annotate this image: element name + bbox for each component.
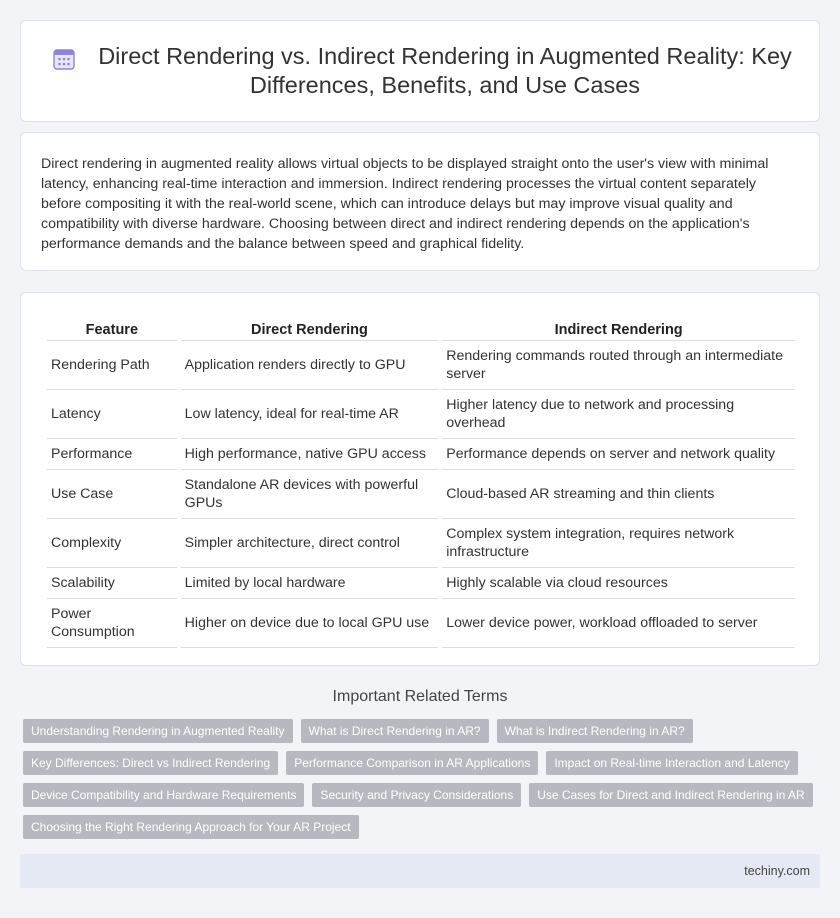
intro-card [20,132,820,271]
cell-feature: Power Consumption [47,599,177,648]
cell-direct: Application renders directly to GPU [181,341,439,390]
cell-feature: Rendering Path [47,341,177,390]
cell-feature: Latency [47,390,177,439]
tag-row [23,815,803,839]
table-row [47,568,795,599]
table-row [47,599,795,648]
related-term-tag[interactable]: Understanding Rendering in Augmented Reality [23,719,293,743]
related-term-tag[interactable]: Impact on Real-time Interaction and Latency [546,751,797,775]
related-term-tag[interactable]: Device Compatibility and Hardware Requirements [23,783,304,807]
related-term-tag[interactable]: Use Cases for Direct and Indirect Rendering in AR [529,783,812,807]
cell-feature: Performance [47,439,177,470]
cell-direct: High performance, native GPU access [181,439,439,470]
related-term-tag[interactable]: Security and Privacy Considerations [312,783,521,807]
tag-row [23,751,803,775]
table-header-row [47,315,795,341]
tag-row [23,719,803,743]
cell-indirect: Lower device power, workload offloaded to server [442,599,795,648]
table-row [47,519,795,568]
footer [20,854,820,888]
related-term-tag[interactable]: Choosing the Right Rendering Approach for Your AR Project [23,815,359,839]
header-indirect: Indirect Rendering [442,315,795,341]
table-row [47,390,795,439]
cell-feature: Complexity [47,519,177,568]
intro-text: Direct rendering in augmented reality allows virtual objects to be displayed straight onto the user's view with minimal latency, enhancing real-time interaction and immersion. Indirect rendering processes the virtual content separately before compositing it with the real-world scene, which can introduce delays but may improve visual quality and compatibility with diverse hardware. Choosing between direct and indirect rendering depends on the application's performance demands and the balance between speed and graphical fidelity. [41,156,769,252]
related-term-tag[interactable]: Key Differences: Direct vs Indirect Rendering [23,751,278,775]
cell-direct: Standalone AR devices with powerful GPUs [181,470,439,519]
related-term-tag[interactable]: Performance Comparison in AR Applications [286,751,538,775]
table-row [47,439,795,470]
cell-indirect: Cloud-based AR streaming and thin clients [442,470,795,519]
cell-feature: Scalability [47,568,177,599]
cell-indirect: Higher latency due to network and processing overhead [442,390,795,439]
cell-direct: Simpler architecture, direct control [181,519,439,568]
related-term-tag[interactable]: What is Indirect Rendering in AR? [497,719,693,743]
title-card [20,20,820,122]
cell-indirect: Highly scalable via cloud resources [442,568,795,599]
header-feature: Feature [47,315,177,341]
cell-direct: Limited by local hardware [181,568,439,599]
related-terms-tags [23,719,803,847]
tag-row [23,783,803,807]
cell-indirect: Complex system integration, requires network infrastructure [442,519,795,568]
related-terms-title: Important Related Terms [332,688,508,705]
table-row [47,470,795,519]
related-term-tag[interactable]: What is Direct Rendering in AR? [301,719,489,743]
table-row [47,341,795,390]
header-direct: Direct Rendering [181,315,439,341]
comparison-table [43,315,799,648]
cell-direct: Higher on device due to local GPU use [181,599,439,648]
cell-indirect: Rendering commands routed through an intermediate server [442,341,795,390]
cell-feature: Use Case [47,470,177,519]
calendar-icon [51,46,77,72]
cell-direct: Low latency, ideal for real-time AR [181,390,439,439]
comparison-table-card [20,292,820,666]
footer-site-name[interactable]: techiny.com [744,864,810,878]
cell-indirect: Performance depends on server and network quality [442,439,795,470]
page-title: Direct Rendering vs. Indirect Rendering in Augmented Reality: Key Differences, Benefits, and Use Cases [98,43,792,98]
